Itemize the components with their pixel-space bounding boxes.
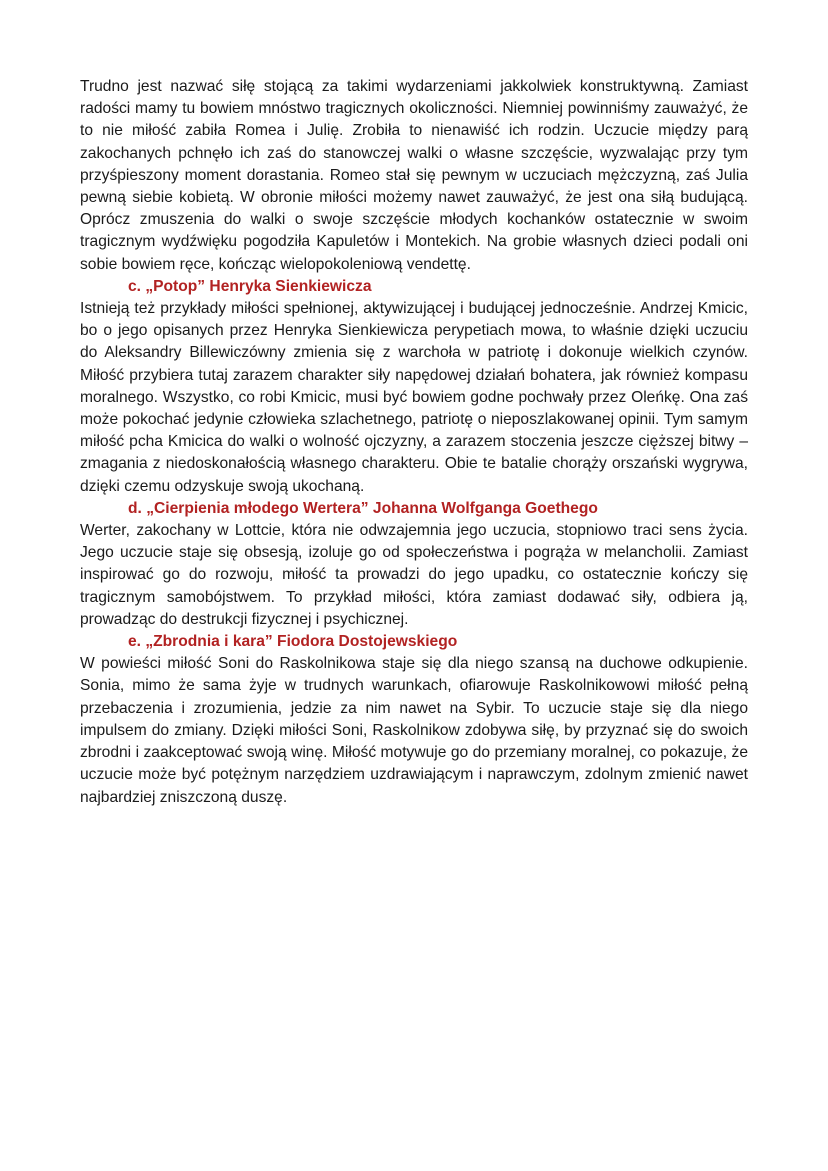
section-text-potop: Istnieją też przykłady miłości spełnionej, aktywizującej i budującej jednocześnie. Andrzej Kmicic, bo o jego opisanych przez Henryka Sienkiewicza perypetiach mowa, to właśnie dzięki uczuciu do Aleksandry Billewiczówny zmienia się z warchoła w patriotę i dokonuje wielkich czynów. Miłość przybiera tutaj zarazem charakter siły napędowej działań bohatera, jak również kompasu moralnego. Wszystko, co robi Kmicic, musi być bowiem godne pochwały przez Oleńkę. Ona zaś może pokochać jedynie człowieka szlachetnego, patriotę o nieposzlakowanej opinii. Tym samym miłość pcha Kmicica do walki o wolność ojczyzny, a zarazem stoczenia jeszcze cięższej bitwy – zmagania z niedoskonałością własnego charakteru. Obie te batalie chorąży orszański wygrywa, dzięki czemu odzyskuje swoją ukochaną. [80,300,748,495]
section-heading-werter: d. „Cierpienia młodego Wertera” Johanna Wolfganga Goethego [128,499,598,517]
intro-paragraph: Trudno jest nazwać siłę stojącą za takimi wydarzeniami jakkolwiek konstruktywną. Zamiast radości mamy tu bowiem mnóstwo tragicznych okoliczności. Niemniej powinniśmy zauważyć, że to nie miłość zabiła Romea i Julię. Zrobiła to nienawiść ich rodzin. Uczucie między parą zakochanych pchnęło ich zaś do stanowczej walki o własne szczęście, wyzwalając przy tym przyśpieszony moment dorastania. Romeo stał się pewnym w uczuciach mężczyzną, zaś Julia pewną siebie kobietą. W obronie miłości możemy nawet zauważyć, że jest ona siłą budującą. Oprócz zmuszenia do walki o swoje szczęście młodych kochanków ostatecznie w swoim tragicznym wydźwięku pogodziła Kapuletów i Montekich. Na grobie własnych dzieci podali oni sobie bowiem ręce, kończąc wielopokoleniową vendettę. [80,78,748,273]
section-heading-potop: c. „Potop” Henryka Sienkiewicza [128,277,372,295]
section-text-werter: Werter, zakochany w Lottcie, która nie odwzajemnia jego uczucia, stopniowo traci sens życia. Jego uczucie staje się obsesją, izoluje go od społeczeństwa i pogrąża w melancholii. Zamiast inspirować go do rozwoju, miłość ta prowadzi do jego upadku, co ostatecznie kończy się tragicznym samobójstwem. To przykład miłości, która zamiast dodawać siły, odbiera ją, prowadząc do destrukcji fizycznej i psychicznej. [80,522,748,628]
document-page [80,76,748,809]
section-heading-zbrodnia: e. „Zbrodnia i kara” Fiodora Dostojewskiego [128,633,458,651]
section-text-zbrodnia: W powieści miłość Soni do Raskolnikowa staje się dla niego szansą na duchowe odkupienie. Sonia, mimo że sama żyje w trudnych warunkach, ofiarowuje Raskolnikowowi miłość pełną przebaczenia i zrozumienia, jedzie za nim nawet na Sybir. To uczucie staje się dla niego impulsem do zmiany. Dzięki miłości Soni, Raskolnikow zdobywa siłę, by przyznać się do swoich zbrodni i zaakceptować swoją winę. Miłość motywuje go do przemiany moralnej, co pokazuje, że uczucie może być potężnym narzędziem uzdrawiającym i naprawczym, zdolnym zmienić nawet najbardziej zniszczoną duszę. [80,655,748,806]
